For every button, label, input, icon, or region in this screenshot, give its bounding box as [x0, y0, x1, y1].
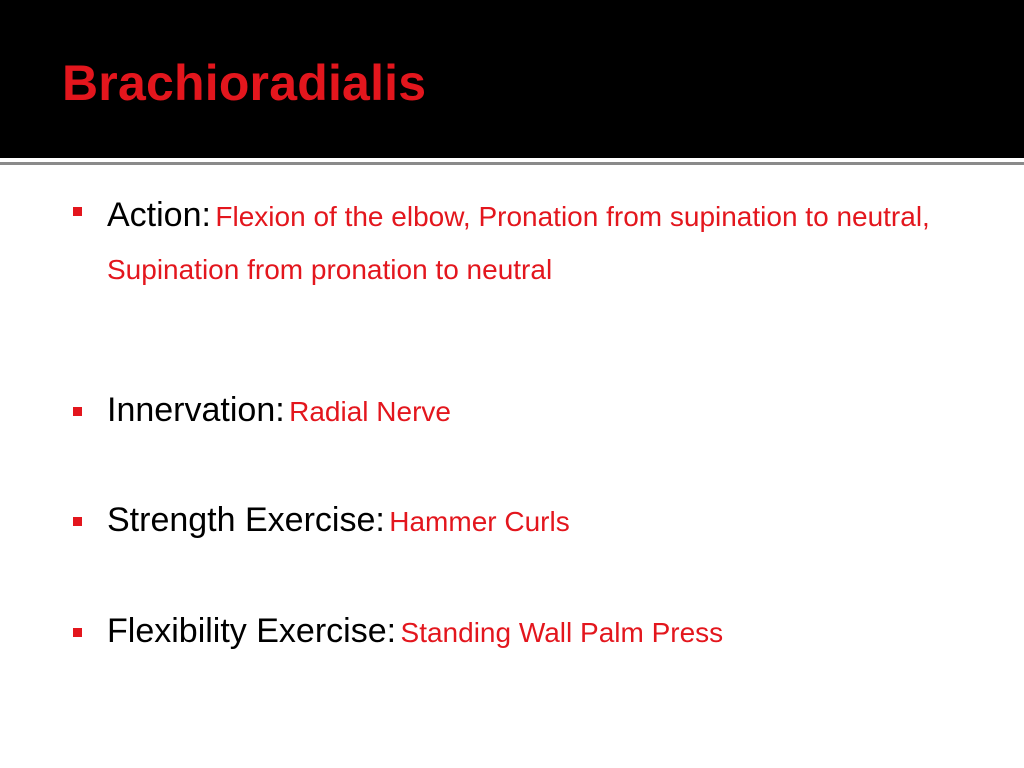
square-bullet-icon — [73, 207, 82, 216]
slide-title: Brachioradialis — [62, 55, 427, 111]
bullet-text-action — [107, 191, 952, 299]
bullet-label: Flexibility Exercise: — [107, 612, 397, 650]
bullet-value: Radial Nerve — [289, 396, 451, 427]
square-bullet-icon — [73, 517, 82, 526]
square-bullet-icon — [73, 628, 82, 637]
bullet-label: Action: — [107, 196, 211, 234]
bullet-text-flexibility-exercise — [107, 614, 967, 648]
bullet-label: Strength Exercise: — [107, 501, 385, 539]
bullet-text-innervation — [107, 393, 967, 427]
bullet-text-strength-exercise — [107, 503, 967, 537]
bullet-value: Flexion of the elbow, Pronation from supination to neutral, Supination from pronation to neutral — [107, 201, 930, 285]
square-bullet-icon — [73, 407, 82, 416]
bullet-label: Innervation: — [107, 391, 285, 429]
bullet-value: Hammer Curls — [389, 506, 570, 537]
title-bar — [0, 0, 1024, 158]
bullet-value: Standing Wall Palm Press — [400, 617, 724, 648]
slide-body — [0, 165, 1024, 768]
